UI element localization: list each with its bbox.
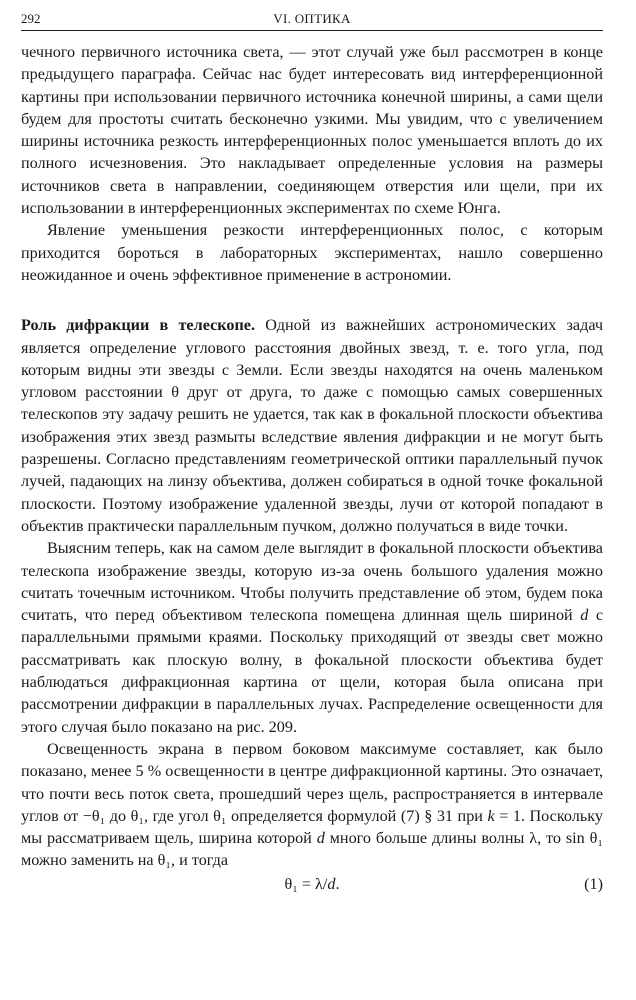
paragraph-1: чечного первичного источника света, — этот случай уже был рассмотрен в конце предыдущего параграфа. Сейчас нас будет интересовать вид интерференционной картины при использовании первичного источника конечной ширины, а сами щели будем для простоты считать бесконечно узкими. Мы увидим, что с увеличением ширины источника резкость интерференционных полос уменьшается вплоть до их полного исчезновения. Это накладывает определенные условия на размеры источников света в направлении, соединяющем отверстия или щели, при их использовании в интерференционных экспериментах по схеме Юнга. (21, 43, 603, 218)
page-header (21, 8, 603, 31)
paragraph-5-text-a: Освещенность экрана в первом боковом максимуме составляет, как было показано, менее 5 % освещенности в центре дифракционной картины. Это означает, что почти весь поток света, прошедший через щель, распространяется в интервале углов от −θ₁ до θ₁, где угол θ₁ определяется формулой (7) § 31 при (21, 739, 603, 825)
section-gap (21, 286, 603, 314)
running-title: VI. ОПТИКА (273, 11, 351, 26)
variable-d: d (580, 606, 589, 625)
equation-variable-d: d (327, 874, 336, 893)
paragraph-5-text-b: = 1. Поскольку мы рассматриваем щель, ширина которой (21, 806, 603, 848)
paragraph-5-text-c: много больше длины волны λ, то sin θ₁ можно заменить на θ₁, и тогда (21, 829, 603, 870)
paragraph-5 (21, 738, 603, 872)
paragraph-4 (21, 537, 603, 738)
equation-lhs: θ₁ = λ/ (284, 874, 328, 893)
equation-number: (1) (584, 874, 603, 893)
variable-d-2: d (316, 829, 325, 848)
page-number: 292 (21, 11, 41, 26)
variable-k: k (487, 806, 495, 825)
paragraph-4-text-a: Выясним теперь, как на самом деле выглядит в фокальной плоскости объектива телескопа изображение звезды, которую из-за очень большого удаления можно считать точечным источником. Чтобы получить представление об этом, будем пока считать, что перед объективом телескопа помещена длинная щель шириной (21, 539, 603, 625)
equation-1 (21, 873, 603, 897)
paragraph-3 (21, 314, 603, 537)
equation-end: . (335, 874, 340, 893)
paragraph-4-text-b: с параллельными прямыми краями. Поскольку приходящий от звезды свет можно рассматривать как плоскую волну, в фокальной плоскости объектива будет наблюдаться дифракционная картина от щели, которая была описана при рассмотрении дифракции в параллельных лучах. Распределение освещенности для этого случая было показано на рис. 209. (21, 606, 603, 736)
paragraph-2: Явление уменьшения резкости интерференционных полос, с которым приходится бороться в лабораторных экспериментах, нашло совершенно неожиданное и очень эффективное применение в астрономии. (21, 221, 603, 284)
page-body (21, 41, 603, 897)
paragraph-3-text: Одной из важнейших астрономических задач является определение углового расстояния двойных звезд, т. е. того угла, под которым видны эти звезды с Земли. Если звезды находятся на очень маленьком угловом расстоянии θ друг от друга, то даже с помощью самых совершенных телескопов эту задачу решить не удается, так как в фокальной плоскости объектива изображения этих звезд размыты вследствие явления дифракции и не могут быть разрешены. Согласно представлениям геометрической оптики параллельный пучок лучей, падающих на линзу объектива, должен собираться в одной точке фокальной плоскости. Поэтому изображение удаленной звезды, лучи от которой попадают в объектив практически параллельным пучком, должно получаться в виде точки. (21, 316, 604, 535)
book-page (21, 8, 603, 897)
section-heading: Роль дифракции в телескопе. (21, 316, 256, 335)
